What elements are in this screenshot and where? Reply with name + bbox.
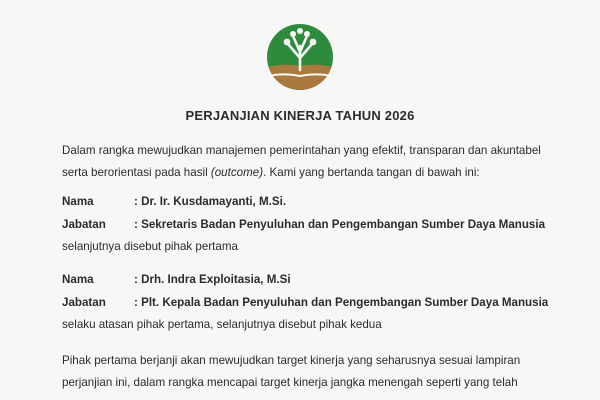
intro-paragraph xyxy=(62,140,562,184)
party2-jabatan-value: : Plt. Kepala Badan Penyuluhan dan Pengembangan Sumber Daya Manusia xyxy=(134,296,549,309)
party1-nama-row xyxy=(62,195,286,208)
party1-nama-label: Nama xyxy=(62,195,94,208)
party1-nama-value: : Dr. Ir. Kusdamayanti, M.Si. xyxy=(134,195,287,208)
closing-line-1: Pihak pertama berjanji akan mewujudkan target kinerja yang seharusnya sesuai lampiran xyxy=(62,354,521,367)
closing-paragraph xyxy=(62,350,562,394)
outcome-term: (outcome) xyxy=(210,166,264,179)
party2-jabatan-row xyxy=(62,296,548,309)
party1-jabatan-value: : Sekretaris Badan Penyuluhan dan Pengembangan Sumber Daya Manusia xyxy=(134,218,546,231)
party2-nama-label: Nama xyxy=(62,273,94,286)
document-title: PERJANJIAN KINERJA TAHUN 2026 xyxy=(185,108,415,123)
intro-line-2: serta berorientasi pada hasil (outcome). Kami yang bertanda tangan di bawah ini: xyxy=(62,166,480,179)
party2-note: selaku atasan pihak pertama, selanjutnya disebut pihak kedua xyxy=(62,318,382,331)
ministry-logo xyxy=(259,22,341,92)
party2-jabatan-label: Jabatan xyxy=(62,296,106,309)
party1-note: selanjutnya disebut pihak pertama xyxy=(62,240,238,253)
party2-nama-value: : Drh. Indra Exploitasia, M.Si xyxy=(134,273,291,286)
intro-line-1: Dalam rangka mewujudkan manajemen pemerintahan yang efektif, transparan dan akuntabel xyxy=(62,144,541,157)
party1-jabatan-label: Jabatan xyxy=(62,218,106,231)
closing-line-2: perjanjian ini, dalam rangka mencapai target kinerja jangka menengah seperti yang telah xyxy=(62,376,518,389)
party2-nama-row xyxy=(62,273,291,286)
party1-jabatan-row xyxy=(62,218,545,231)
